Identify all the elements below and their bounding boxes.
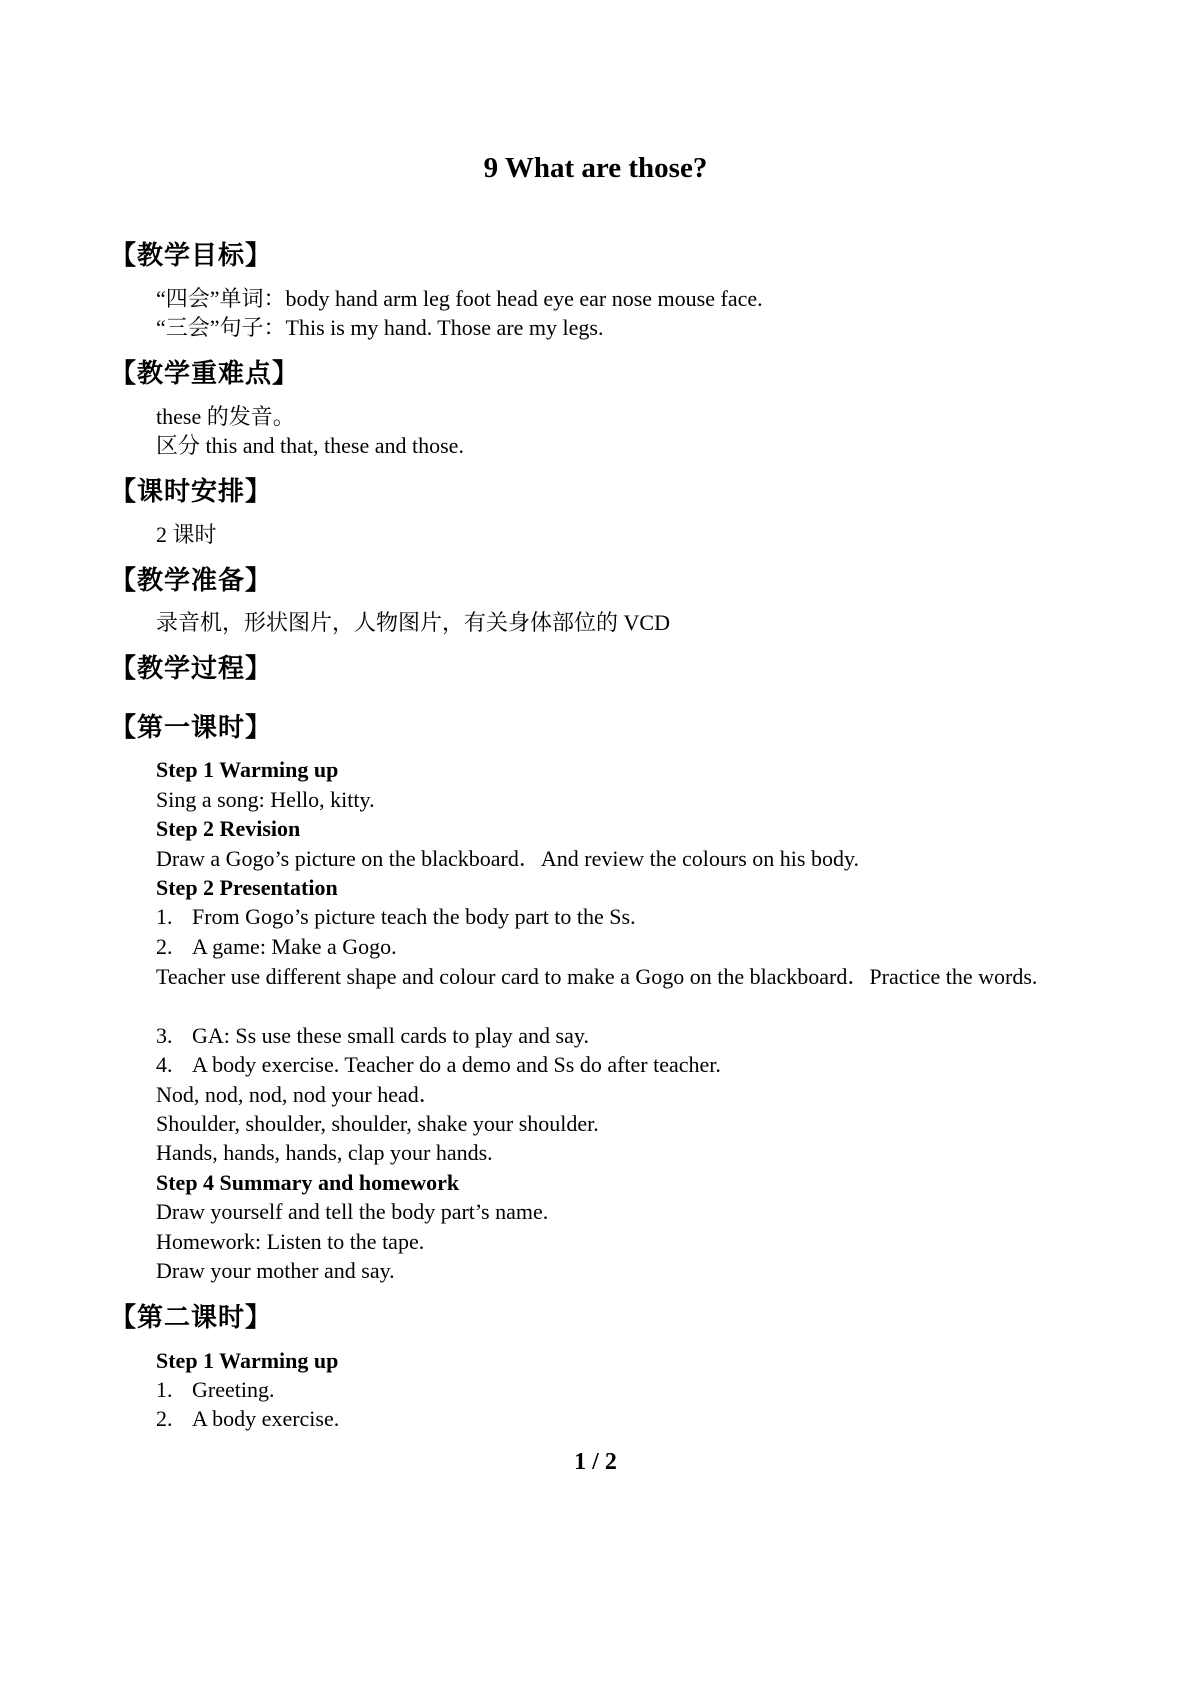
section-heading-goals: 【教学目标】 [110,241,273,271]
chant-line: Nod, nod, nod, nod your head． [156,1082,441,1107]
preparation-line: 录音机，形状图片，人物图片，有关身体部位的 VCD [156,610,670,635]
list-item [156,902,636,932]
list-number: 2. [156,934,173,959]
step-line: Homework: Listen to the tape. [156,1229,425,1254]
list-item [156,1375,274,1405]
list-text: From Gogo’s picture teach the body part to the Ss. [192,904,636,929]
list-text: A game: Make a Gogo. [192,934,397,959]
list-text: A body exercise. [192,1406,340,1431]
list-text: GA: Ss use these small cards to play and say. [192,1023,589,1048]
list-item [156,1021,589,1051]
section-heading-lesson1: 【第一课时】 [110,713,273,743]
paragraph: Teacher use different shape and colour card to make a Gogo on the blackboard．Practice the words. [156,964,1038,989]
step-line: Draw yourself and tell the body part’s name. [156,1199,549,1224]
list-number: 1. [156,1377,173,1402]
step-title: Step 1 Warming up [156,757,339,782]
section-heading-preparation: 【教学准备】 [110,566,273,596]
step-line: Sing a song: Hello, kitty. [156,787,375,812]
list-number: 2. [156,1406,173,1431]
section-heading-schedule: 【课时安排】 [110,477,273,507]
list-text: Greeting. [192,1377,275,1402]
chant-line: Shoulder, shoulder, shoulder, shake your shoulder. [156,1111,599,1136]
list-item [156,1404,339,1434]
step-title: Step 2 Revision [156,816,301,841]
goal-line-sentences: “三会”句子：This is my hand. Those are my legs. [156,315,604,340]
list-item [156,1050,721,1080]
document-title: 9 What are those? [483,152,708,184]
list-number: 3. [156,1023,173,1048]
schedule-line: 2 课时 [156,522,217,547]
list-text: A body exercise. Teacher do a demo and Ss do after teacher. [192,1052,721,1077]
page-number: 1 / 2 [574,1449,617,1475]
step-line: Draw your mother and say. [156,1258,395,1283]
list-item [156,932,397,962]
key-point-line: 区分 this and that, these and those. [156,433,464,458]
step-title: Step 4 Summary and homework [156,1170,460,1195]
goal-line-words: “四会”单词：body hand arm leg foot head eye ear nose mouse face. [156,286,763,311]
key-point-line: these 的发音。 [156,404,295,429]
step-title: Step 2 Presentation [156,875,338,900]
list-number: 1. [156,904,173,929]
list-number: 4. [156,1052,173,1077]
section-heading-process: 【教学过程】 [110,654,273,684]
step-line: Draw a Gogo’s picture on the blackboard．And review the colours on his body. [156,846,860,871]
section-heading-key-points: 【教学重难点】 [110,359,300,389]
section-heading-lesson2: 【第二课时】 [110,1303,273,1333]
chant-line: Hands, hands, hands, clap your hands. [156,1140,493,1165]
step-title: Step 1 Warming up [156,1348,339,1373]
